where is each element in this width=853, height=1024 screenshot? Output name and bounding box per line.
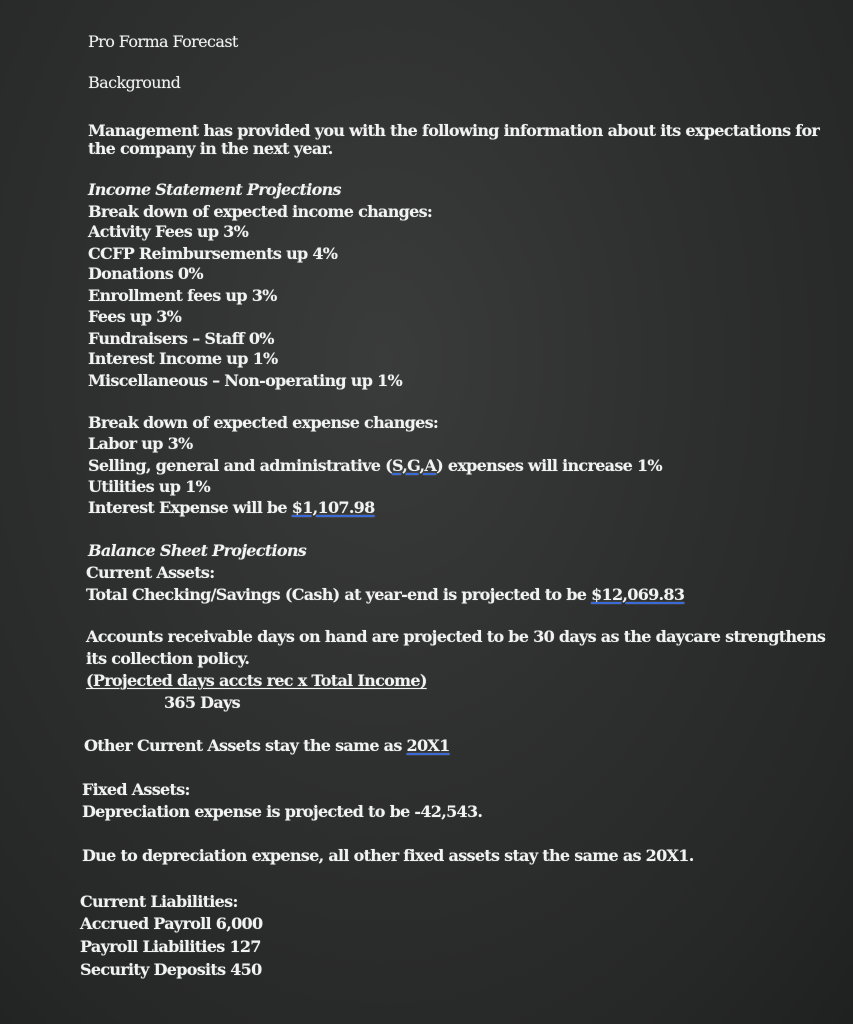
intro-line-2: the company in the next year. <box>88 139 333 158</box>
intro-line-1: Management has provided you with the following information about its expectations for <box>88 121 820 140</box>
other-current-year-link[interactable]: 20X1 <box>406 736 450 755</box>
ar-line-2: its collection policy. <box>86 649 250 668</box>
sga-link[interactable]: S,G,A <box>391 456 437 475</box>
liability-item: Accrued Payroll 6,000 <box>80 914 263 933</box>
document-title: Pro Forma Forecast <box>88 32 238 51</box>
income-heading: Income Statement Projections <box>88 180 341 199</box>
current-assets-label: Current Assets: <box>86 563 215 582</box>
interest-prefix: Interest Expense will be <box>88 498 292 517</box>
cash-prefix: Total Checking/Savings (Cash) at year-end is projected to be <box>86 585 592 604</box>
expense-item-interest <box>88 499 375 517</box>
income-item: CCFP Reimbursements up 4% <box>88 244 338 263</box>
income-item: Enrollment fees up 3% <box>88 286 277 305</box>
income-item: Donations 0% <box>88 264 203 283</box>
ar-line-1: Accounts receivable days on hand are projected to be 30 days as the daycare strengthens <box>86 627 826 646</box>
current-liabilities-label: Current Liabilities: <box>80 892 238 911</box>
formula-denominator: 365 Days <box>164 693 240 712</box>
sga-suffix: ) expenses will increase 1% <box>436 456 662 475</box>
income-item: Fundraisers – Staff 0% <box>88 329 274 348</box>
expense-subheading: Break down of expected expense changes: <box>88 413 439 432</box>
cash-value-link[interactable]: $12,069.83 <box>591 585 685 604</box>
sga-prefix: Selling, general and administrative ( <box>88 456 392 475</box>
expense-item-utilities: Utilities up 1% <box>88 477 211 496</box>
expense-item-labor: Labor up 3% <box>88 434 193 453</box>
income-item: Fees up 3% <box>88 307 182 326</box>
due-to-depreciation-line: Due to depreciation expense, all other fixed assets stay the same as 20X1. <box>82 846 694 865</box>
balance-heading: Balance Sheet Projections <box>88 541 307 560</box>
formula-numerator: (Projected days accts rec x Total Income) <box>86 671 427 690</box>
income-subheading: Break down of expected income changes: <box>88 202 433 221</box>
other-current-assets <box>84 737 450 755</box>
liability-item: Security Deposits 450 <box>80 960 262 979</box>
income-item: Interest Income up 1% <box>88 349 278 368</box>
background-heading: Background <box>88 73 181 92</box>
other-current-prefix: Other Current Assets stay the same as <box>84 736 407 755</box>
liability-item: Payroll Liabilities 127 <box>80 937 261 956</box>
interest-value-link[interactable]: $1,107.98 <box>291 498 375 517</box>
income-item: Miscellaneous – Non-operating up 1% <box>88 371 403 390</box>
fixed-assets-label: Fixed Assets: <box>82 780 190 799</box>
depreciation-line: Depreciation expense is projected to be -42,543. <box>82 802 483 821</box>
income-item: Activity Fees up 3% <box>88 222 249 241</box>
expense-item-sga <box>88 457 662 475</box>
cash-projection <box>86 586 684 604</box>
